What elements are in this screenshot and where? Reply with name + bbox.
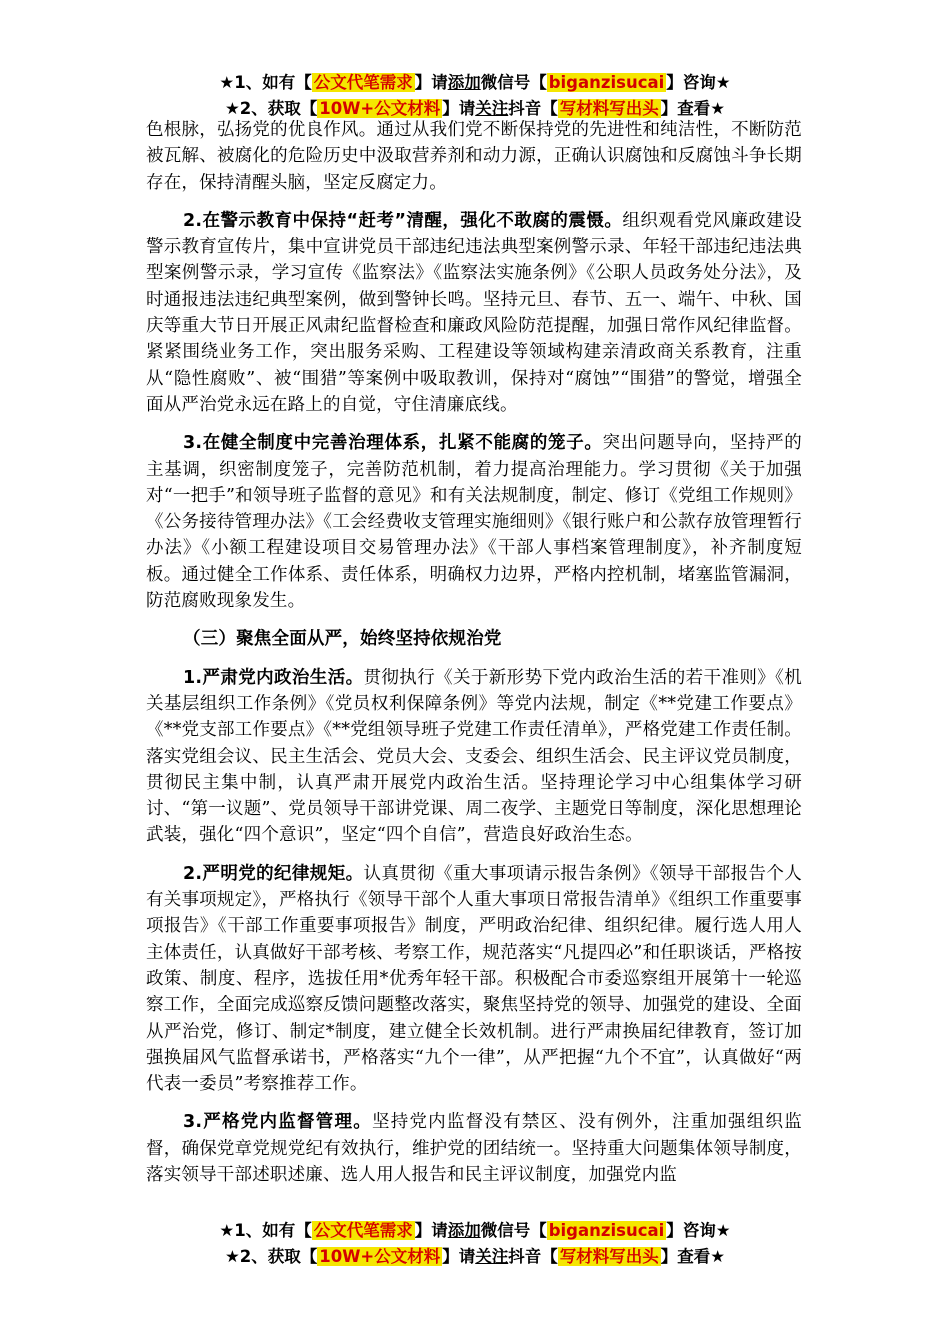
banner-douyin-id: 写材料写出头 (559, 99, 659, 118)
banner-text: 抖音【 (508, 1247, 558, 1266)
banner-text: ★1、如有【 (219, 1221, 312, 1240)
paragraph-body: 认真贯彻《重大事项请示报告条例》《领导干部报告个人有关事项规定》，严格执行《领导干部个人重大事项日常报告清单》《组织工作重要事项报告》《干部工作重要事项报告》制度，严明政治纪律、组织纪律。履行选人用人主体责任，认真做好干部考核、考察工作，规范落实“凡提四必”和任职谈话，严格按政策、制度、程序，选拔任用*优秀年轻干部。积极配合市委巡察组开展第十一轮巡察工作，全面完成巡察反馈问题整改落实，聚焦坚持党的领导、加强党的建设、全面从严治党，修订、制定*制度，建立健全长效机制。进行严肃换届纪律教育，签订加强换届风气监督承诺书，严格落实“九个一律”，从严把握“九个不宜”，认真做好“两代表一委员”考察推荐工作。 (146, 863, 802, 1095)
paragraph-heading: 3.严格党内监督管理。 (183, 1112, 372, 1133)
banner-text: ★2、获取【 (224, 1247, 318, 1266)
banner-emphasis: 添加 (447, 1221, 481, 1240)
banner-highlight: 10W+公文材料 (319, 99, 441, 118)
banner-text: 】查看★ (660, 99, 726, 118)
banner-highlight: 10W+公文材料 (319, 1247, 441, 1266)
document-body (146, 117, 802, 1200)
paragraph-heading: 1.严肃党内政治生活。 (183, 667, 364, 688)
banner-douyin-id: 写材料写出头 (559, 1247, 659, 1266)
paragraph-heading: 2.在警示教育中保持“赶考”清醒，强化不敢腐的震慑。 (183, 210, 623, 231)
paragraph (146, 1109, 802, 1188)
paragraph (146, 861, 802, 1098)
banner-wechat-id: biganzisucai (548, 1221, 665, 1240)
banner-highlight: 公文代笔需求 (313, 1221, 413, 1240)
paragraph (146, 208, 802, 418)
paragraph-body: 贯彻执行《关于新形势下党内政治生活的若干准则》《机关基层组织工作条例》《党员权利保障条例》等党内法规，制定《**党建工作要点》《**党支部工作要点》《**党组领导班子党建工作责任清单》，严格党建工作责任制。落实党组会议、民主生活会、党员大会、支委会、组织生活会、民主评议党员制度，贯彻民主集中制，认真严肃开展党内政治生活。坚持理论学习中心组集体学习研讨、“第一议题”、党员领导干部讲党课、周二夜学、主题党日等制度，深化思想理论武装，强化“四个意识”，坚定“四个自信”，营造良好政治生态。 (146, 667, 802, 846)
banner-text: 微信号【 (480, 73, 547, 92)
header-banner (0, 70, 950, 122)
banner-text: ★2、获取【 (224, 99, 318, 118)
paragraph-body: 突出问题导向，坚持严的主基调，织密制度笼子，完善防范机制，着力提高治理能力。学习贯彻《关于加强对“一把手”和领导班子监督的意见》和有关法规制度，制定、修订《党组工作规则》《公务接待管理办法》《工会经费收支管理实施细则》《银行账户和公款存放管理暂行办法》《小额工程建设项目交易管理办法》《干部人事档案管理制度》，补齐制度短板。通过健全工作体系、责任体系，明确权力边界，严格内控机制，堵塞监管漏洞，防范腐败现象发生。 (146, 433, 802, 612)
banner-line-1 (0, 70, 950, 96)
banner-text: 】查看★ (660, 1247, 726, 1266)
banner-highlight: 公文代笔需求 (313, 73, 413, 92)
banner-text: 抖音【 (508, 99, 558, 118)
banner-wechat-id: biganzisucai (548, 73, 665, 92)
banner-text: 】请 (414, 73, 448, 92)
banner-line-2 (0, 1244, 950, 1270)
banner-text: ★1、如有【 (219, 73, 312, 92)
banner-text: 】咨询★ (666, 73, 731, 92)
banner-text: 微信号【 (480, 1221, 547, 1240)
banner-emphasis: 关注 (475, 99, 509, 118)
paragraph (146, 665, 802, 849)
banner-text: 】请 (442, 99, 476, 118)
banner-text: 】请 (414, 1221, 448, 1240)
footer-banner (0, 1218, 950, 1270)
paragraph-body: 色根脉，弘扬党的优良作风。通过从我们党不断保持党的先进性和纯洁性，不断防范被瓦解、被腐化的危险历史中汲取营养剂和动力源，正确认识腐蚀和反腐蚀斗争长期存在，保持清醒头脑，坚定反腐定力。 (146, 120, 802, 193)
section-heading: （三）聚焦全面从严，始终坚持依规治党 (183, 629, 502, 650)
banner-text: 】咨询★ (666, 1221, 731, 1240)
paragraph-body: 坚持党内监督没有禁区、没有例外，注重加强组织监督，确保党章党规党纪有效执行，维护党的团结统一。坚持重大问题集体领导制度，落实领导干部述职述廉、选人用人报告和民主评议制度，加强党内监 (146, 1112, 802, 1185)
paragraph-heading: 2.严明党的纪律规矩。 (183, 863, 364, 884)
banner-line-1 (0, 1218, 950, 1244)
banner-text: 】请 (442, 1247, 476, 1266)
banner-emphasis: 关注 (475, 1247, 509, 1266)
paragraph-body: 组织观看党风廉政建设警示教育宣传片，集中宣讲党员干部违纪违法典型案例警示录、年轻干部违纪违法典型案例警示录，学习宣传《监察法》《监察法实施条例》《公职人员政务处分法》，及时通报违法违纪典型案例，做到警钟长鸣。坚持元旦、春节、五一、端午、中秋、国庆等重大节日开展正风肃纪监督检查和廉政风险防范提醒，加强日常作风纪律监督。紧紧围绕业务工作，突出服务采购、工程建设等领域构建亲清政商关系教育，注重从“隐性腐败”、被“围猎”等案例中吸取教训，保持对“腐蚀”“围猎”的警觉，增强全面从严治党永远在路上的自觉，守住清廉底线。 (146, 210, 802, 415)
paragraph (146, 117, 802, 196)
paragraph (146, 430, 802, 614)
banner-emphasis: 添加 (447, 73, 481, 92)
paragraph-heading: 3.在健全制度中完善治理体系，扎紧不能腐的笼子。 (183, 433, 603, 454)
